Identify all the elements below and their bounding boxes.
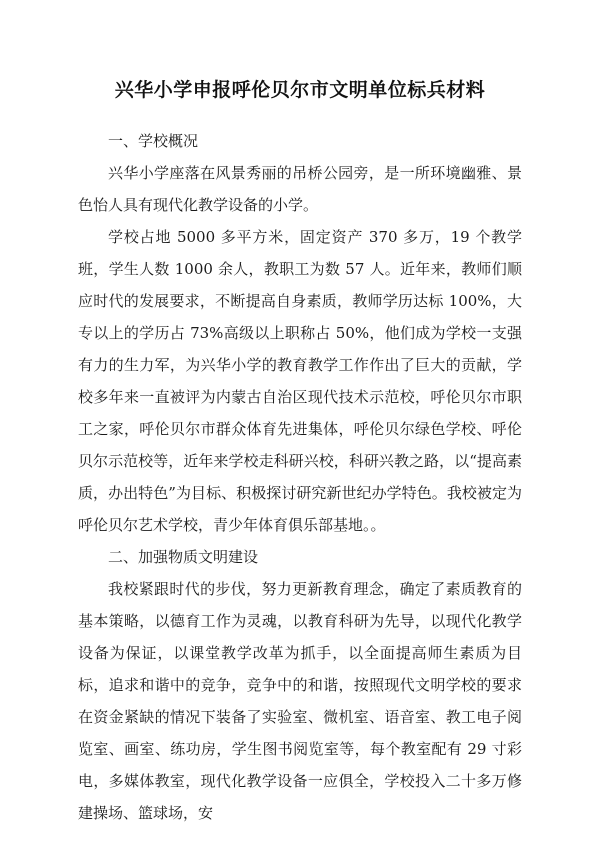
section-heading: 二、加强物质文明建设 [108, 548, 259, 566]
section-heading: 一、学校概况 [108, 132, 199, 150]
paragraph: 我校紧跟时代的步伐，努力更新教育理念，确定了素质教育的基本策略，以德育工作为灵魂，以教育科研为先导，以现代化教学设备为保证，以课堂教学改革为抓手，以全面提高师生素质为目标，追求和谐中的竞争，竞争中的和谐，按照现代文明学校的要求在资金紧缺的情况下装备了实验室、微机室、语音室、教工电子阅览室、画室、练功房，学生图书阅览室等，每个教室配有 29 寸彩电，多媒体教室，现代化教学设备一应俱全，学校投入二十多万修建操场、篮球场，安 [78, 580, 522, 822]
paragraph: 兴华小学座落在风景秀丽的吊桥公园旁，是一所环境幽雅、景色怡人具有现代化教学设备的小学。 [78, 164, 522, 214]
title-spacer [78, 104, 522, 125]
section-school-overview [78, 125, 522, 541]
paragraph: 学校占地 5000 多平方米，固定资产 370 多万，19 个教学班，学生人数 1000 余人，教职工为数 57 人。近年来，教师们顺应时代的发展要求，不断提高自身素质，教师学历达标 100%，大专以上的学历占 73%高级以上职称占 50%，他们成为学校一支强有力的生力军，为兴华小学的教育教学工作作出了巨大的贡献，学校多年来一直被评为内蒙古自治区现代技术示范校，呼伦贝尔市职工之家，呼伦贝尔市群众体育先进集体，呼伦贝尔绿色学校、呼伦贝尔示范校等，近年来学校走科研兴校，科研兴教之路，以“提高素质，办出特色”为目标、积极探讨研究新世纪办学特色。我校被定为呼伦贝尔艺术学校，青少年体育俱乐部基地。。 [78, 228, 522, 534]
document-title: 兴华小学申报呼伦贝尔市文明单位标兵材料 [114, 79, 486, 101]
section-material-civilization [78, 541, 522, 829]
